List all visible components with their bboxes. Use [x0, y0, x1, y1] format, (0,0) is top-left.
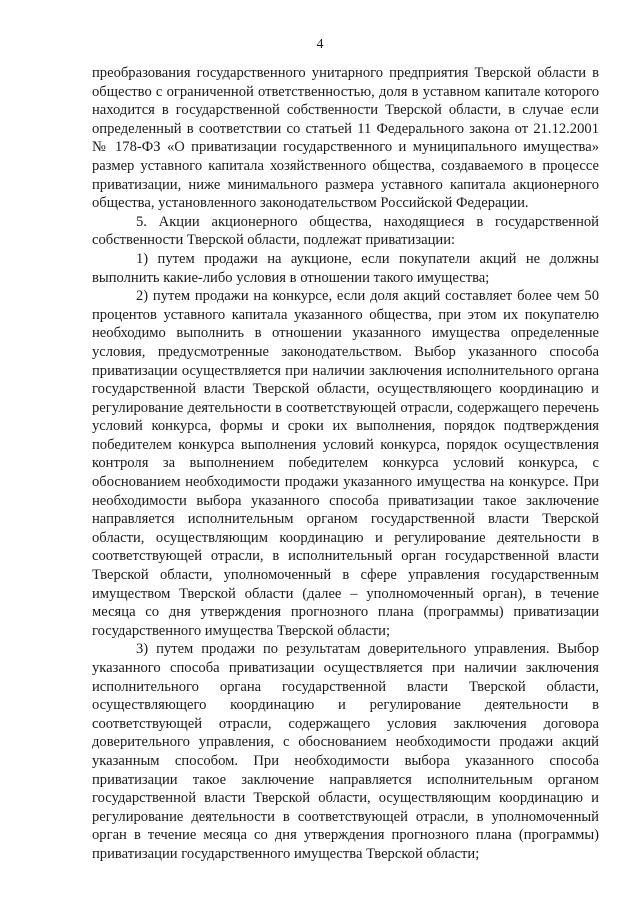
paragraph-subitem-3: 3) путем продажи по результатам доверительного управления. Выбор указанного способа приватизации осуществляется при наличии заключения исполнительного органа государственной власти Тверской области, осуществляющего координацию и регулирование деятельности в соответствующей отрасли, содержащего условия заключения договора доверительного управления, с обоснованием необходимости продажи акций указанным способом. При необходимости выбора указанного способа приватизации такое заключение направляется исполнительным органом государственной власти Тверской области, осуществляющим координацию и регулирование деятельности в соответствующей отрасли, в уполномоченный орган в течение месяца со дня утверждения прогнозного плана (программы) приватизации государственного имущества Тверской области; [92, 641, 599, 862]
paragraph-continuation: преобразования государственного унитарного предприятия Тверской области в общество с ограниченной ответственностью, доля в уставном капитале которого находится в государственной собственности Тверской области, в случае если определенный в соответствии со статьей 11 Федерального закона от 21.12.2001 № 178-ФЗ «О приватизации государственного и муниципального имущества» размер уставного капитала хозяйственного общества, создаваемого в процессе приватизации, ниже минимального размера уставного капитала акционерного общества, установленного законодательством Российской Федерации. [92, 65, 599, 212]
page-number: 4 [316, 37, 324, 52]
document-body [92, 64, 599, 864]
paragraph-subitem-2: 2) путем продажи на конкурсе, если доля акций составляет более чем 50 процентов уставного капитала указанного общества, при этом их покупателю необходимо выполнить в отношении указанного имущества определенные условия, предусмотренные законодательством. Выбор указанного способа приватизации осуществляется при наличии заключения исполнительного органа государственной власти Тверской области, осуществляющего координацию и регулирование деятельности в соответствующей отрасли, содержащего перечень условий конкурса, формы и сроки их выполнения, порядок подтверждения победителем конкурса выполнения условий конкурса, порядок осуществления контроля за выполнением победителем конкурса условий конкурса, с обоснованием необходимости продажи указанного имущества на конкурсе. При необходимости выбора указанного способа приватизации такое заключение направляется исполнительным органом государственной власти Тверской области, осуществляющим координацию и регулирование деятельности в соответствующей отрасли, в исполнительный орган государственной власти Тверской области, уполномоченный в сфере управления государственным имуществом Тверской области (далее – уполномоченный орган), в течение месяца со дня утверждения прогнозного плана (программы) приватизации государственного имущества Тверской области; [92, 288, 599, 639]
paragraph-subitem-1: 1) путем продажи на аукционе, если покупатели акций не должны выполнить какие-либо условия в отношении такого имущества; [92, 250, 599, 286]
paragraph-item-5: 5. Акции акционерного общества, находящиеся в государственной собственности Тверской области, подлежат приватизации: [92, 213, 599, 249]
